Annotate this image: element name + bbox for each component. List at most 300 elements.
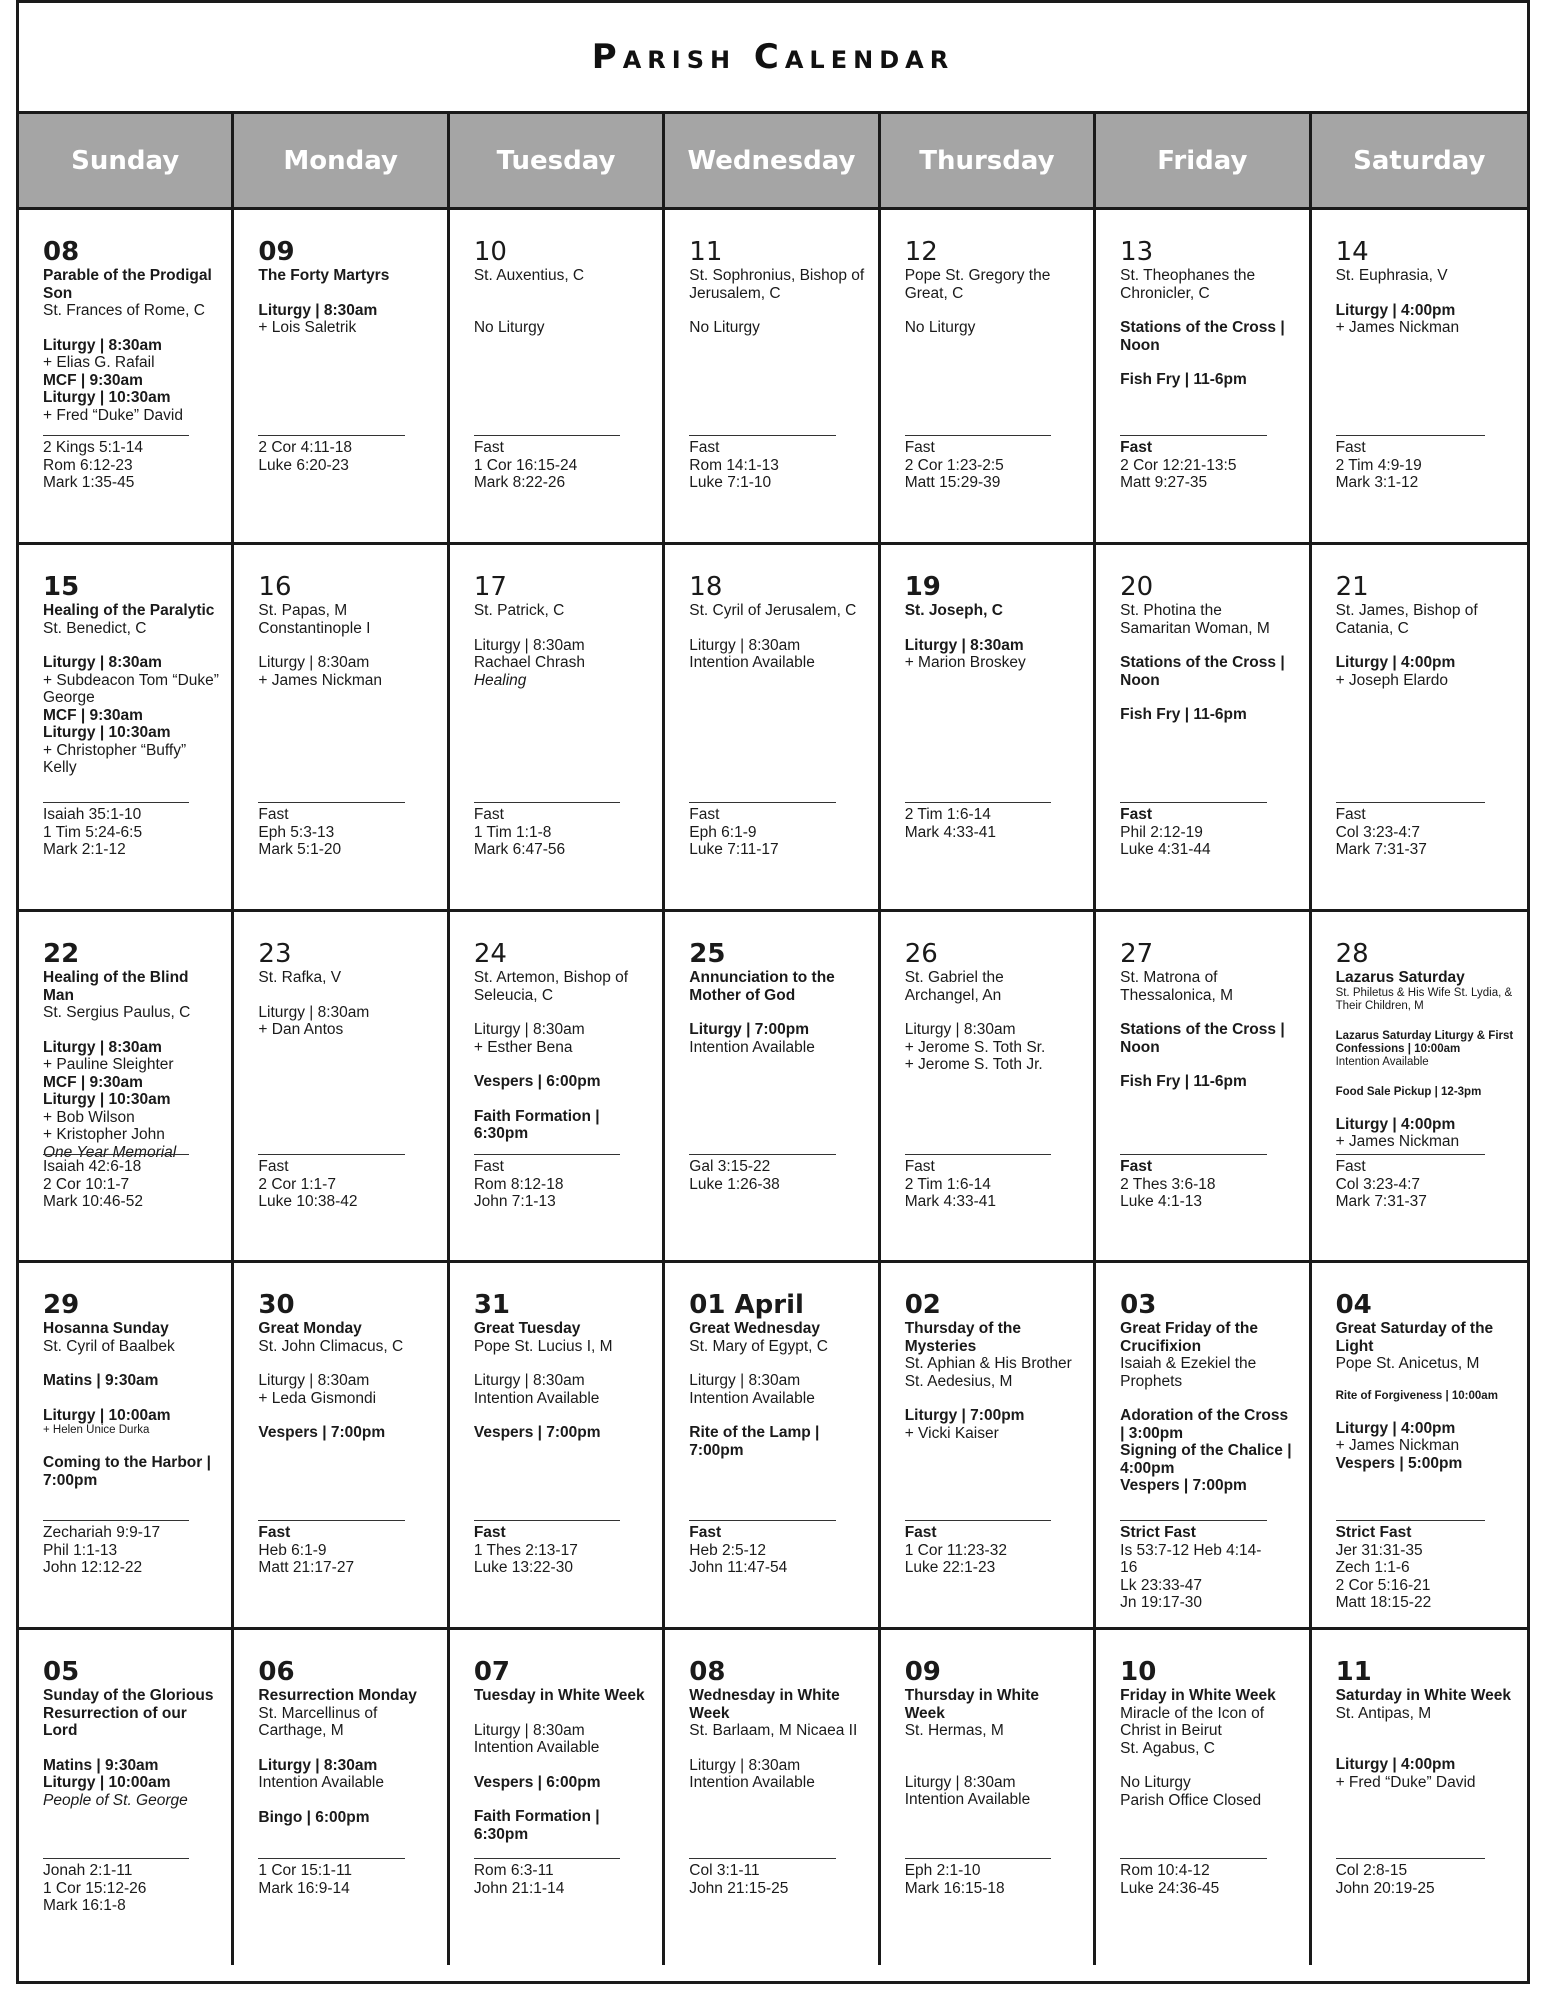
readings-block bbox=[905, 1154, 1051, 1211]
day-number: 10 bbox=[473, 237, 507, 267]
day-number: 07 bbox=[473, 1657, 511, 1687]
reading-line: 2 Cor 1:23-2:5 bbox=[904, 456, 1004, 474]
event-line: Liturgy | 4:00pm bbox=[1335, 654, 1456, 671]
event-line: Signing of the Chalice | 4:00pm bbox=[1120, 1442, 1292, 1477]
reading-line: Mark 8:22-26 bbox=[473, 474, 566, 491]
reading-line: Isaiah 42:6-18 bbox=[43, 1158, 142, 1175]
event-line: Intention Available bbox=[473, 1389, 600, 1407]
event-line: + James Nickman bbox=[1335, 1437, 1460, 1454]
event-line: Liturgy | 8:30am bbox=[258, 301, 378, 319]
readings-block bbox=[689, 802, 835, 859]
reading-line: Strict Fast bbox=[1120, 1524, 1196, 1541]
event-line: Great Wednesday bbox=[689, 1320, 820, 1337]
event-line: St. James, Bishop of Catania, C bbox=[1335, 602, 1478, 637]
readings-block bbox=[43, 1858, 189, 1915]
event-line: Liturgy | 8:30am bbox=[689, 636, 801, 654]
day-cell bbox=[234, 1263, 449, 1630]
day-number: 09 bbox=[904, 1657, 941, 1687]
event-line: St. Gabriel the Archangel, An bbox=[904, 969, 1004, 1004]
event-line: St. Agabus, C bbox=[1120, 1739, 1215, 1757]
event-line: Matins | 9:30am bbox=[43, 1372, 159, 1389]
event-line: Coming to the Harbor | 7:00pm bbox=[43, 1454, 211, 1489]
event-line: Intention Available bbox=[689, 1389, 815, 1407]
reading-line: Fast bbox=[1120, 806, 1153, 823]
event-line: Great Monday bbox=[258, 1320, 362, 1337]
divider bbox=[689, 435, 835, 436]
spacer bbox=[1120, 1757, 1296, 1774]
spacer bbox=[474, 302, 650, 319]
event-line: No Liturgy bbox=[1120, 1774, 1191, 1791]
day-number: 27 bbox=[1120, 939, 1154, 969]
divider bbox=[258, 435, 404, 436]
event-line: Liturgy | 8:30am bbox=[473, 1021, 585, 1038]
event-line: Adoration of the Cross | 3:00pm bbox=[1120, 1407, 1289, 1442]
reading-line: Mark 16:9-14 bbox=[258, 1879, 350, 1897]
divider bbox=[43, 802, 189, 803]
reading-line: 2 Tim 1:6-14 bbox=[904, 806, 991, 823]
reading-line: Rom 14:1-13 bbox=[689, 456, 779, 474]
reading-line: Col 3:23-4:7 bbox=[1335, 1175, 1421, 1193]
divider bbox=[1120, 1858, 1266, 1859]
reading-line: Gal 3:15-22 bbox=[689, 1158, 771, 1175]
reading-line: 2 Kings 5:1-14 bbox=[43, 439, 143, 456]
reading-line: Fast bbox=[689, 1524, 722, 1541]
spacer bbox=[689, 302, 865, 319]
readings-block bbox=[1336, 1154, 1485, 1211]
event-line: Liturgy | 8:30am bbox=[258, 1372, 370, 1389]
readings-block bbox=[1120, 1520, 1266, 1612]
day-number: 15 bbox=[43, 572, 80, 602]
readings-block bbox=[905, 1520, 1051, 1577]
readings-block bbox=[689, 435, 835, 492]
event-line: + Elias G. Rafail bbox=[43, 354, 155, 371]
event-line: MCF | 9:30am bbox=[43, 371, 143, 389]
event-line: Liturgy | 7:00pm bbox=[689, 1021, 810, 1038]
event-line: Liturgy | 8:30am bbox=[473, 636, 585, 654]
weekday-header-thursday: Thursday bbox=[881, 114, 1096, 210]
day-cell bbox=[665, 1630, 880, 1965]
day-number: 05 bbox=[43, 1657, 80, 1687]
reading-line: Eph 5:3-13 bbox=[258, 823, 335, 841]
day-cell bbox=[234, 912, 449, 1263]
event-line: + Jerome S. Toth Jr. bbox=[904, 1056, 1043, 1073]
spacer bbox=[258, 1407, 434, 1424]
day-cell bbox=[1312, 912, 1527, 1263]
divider bbox=[1120, 1154, 1266, 1155]
day-number: 31 bbox=[473, 1290, 511, 1320]
spacer bbox=[474, 1004, 650, 1021]
day-cell bbox=[1096, 912, 1311, 1263]
spacer bbox=[474, 1757, 650, 1774]
spacer bbox=[258, 987, 434, 1004]
event-line: Liturgy | 10:00am bbox=[43, 1774, 171, 1791]
reading-line: Rom 8:12-18 bbox=[473, 1175, 564, 1193]
reading-line: Col 3:23-4:7 bbox=[1335, 823, 1421, 841]
event-line: Annunciation to the Mother of God bbox=[689, 969, 835, 1004]
spacer bbox=[258, 1355, 434, 1372]
spacer bbox=[1336, 637, 1515, 654]
event-line: + Fred “Duke” David bbox=[1335, 1773, 1476, 1791]
event-line: Liturgy | 4:00pm bbox=[1335, 1419, 1456, 1437]
event-line: Vespers | 6:00pm bbox=[473, 1773, 601, 1791]
reading-line: Fast bbox=[1335, 1158, 1366, 1175]
day-number: 24 bbox=[473, 939, 507, 969]
event-line: Intention Available bbox=[473, 1739, 600, 1756]
day-number: 11 bbox=[1335, 1657, 1372, 1687]
event-line: Liturgy | 8:30am bbox=[473, 1372, 585, 1389]
reading-line: Is 53:7-12 Heb 4:14-16 bbox=[1120, 1541, 1262, 1576]
day-cell bbox=[1096, 210, 1311, 545]
event-line: St. Photina the Samaritan Woman, M bbox=[1120, 602, 1270, 637]
divider bbox=[905, 802, 1051, 803]
divider bbox=[1336, 1520, 1485, 1521]
day-cell bbox=[19, 210, 234, 545]
spacer bbox=[474, 620, 650, 637]
event-line: Parish Office Closed bbox=[1120, 1791, 1262, 1809]
readings-block bbox=[258, 1154, 404, 1211]
divider bbox=[689, 1154, 835, 1155]
event-line: Healing bbox=[473, 671, 527, 689]
spacer bbox=[1336, 1373, 1515, 1390]
event-line: Vespers | 6:00pm bbox=[473, 1073, 601, 1090]
event-line: Liturgy | 4:00pm bbox=[1335, 1756, 1456, 1773]
event-line: One Year Memorial bbox=[43, 1143, 177, 1161]
day-cell bbox=[19, 1263, 234, 1630]
divider bbox=[1336, 435, 1485, 436]
reading-line: John 12:12-22 bbox=[43, 1559, 143, 1576]
event-line: Liturgy | 10:30am bbox=[43, 724, 171, 741]
event-line: Saturday in White Week bbox=[1335, 1687, 1511, 1704]
event-line: MCF | 9:30am bbox=[43, 1073, 143, 1091]
spacer bbox=[43, 1390, 219, 1407]
event-line: No Liturgy bbox=[689, 319, 760, 336]
event-line: Great Tuesday bbox=[473, 1320, 581, 1337]
event-line: + Christopher “Buffy” Kelly bbox=[43, 741, 187, 776]
spacer bbox=[1336, 1403, 1515, 1420]
event-line: St. Aphian & His Brother St. Aedesius, M bbox=[904, 1355, 1072, 1390]
day-number: 09 bbox=[258, 237, 295, 267]
spacer bbox=[1120, 637, 1296, 654]
reading-line: Fast bbox=[473, 1524, 506, 1541]
spacer bbox=[689, 1740, 865, 1757]
reading-line: Heb 2:5-12 bbox=[689, 1541, 766, 1559]
divider bbox=[474, 435, 620, 436]
reading-line: Mark 4:33-41 bbox=[904, 823, 997, 841]
day-number: 12 bbox=[904, 237, 938, 267]
day-number: 19 bbox=[904, 572, 941, 602]
reading-line: Luke 7:11-17 bbox=[689, 841, 779, 858]
reading-line: Lk 23:33-47 bbox=[1120, 1576, 1203, 1594]
event-line: MCF | 9:30am bbox=[43, 706, 143, 724]
spacer bbox=[43, 1022, 219, 1039]
spacer bbox=[1120, 1004, 1296, 1021]
event-line: Faith Formation | 6:30pm bbox=[473, 1808, 600, 1843]
divider bbox=[905, 1858, 1051, 1859]
readings-block bbox=[258, 435, 404, 474]
spacer bbox=[1336, 1722, 1515, 1739]
event-line: Intention Available bbox=[1335, 1055, 1429, 1068]
day-number: 25 bbox=[689, 939, 726, 969]
event-line: Intention Available bbox=[258, 1774, 384, 1791]
reading-line: Jonah 2:1-11 bbox=[43, 1862, 133, 1879]
day-number: 26 bbox=[904, 939, 938, 969]
event-line: + Bob Wilson bbox=[43, 1108, 135, 1126]
event-line: St. Cyril of Baalbek bbox=[43, 1337, 175, 1355]
day-number: 11 bbox=[689, 237, 723, 267]
reading-line: Luke 24:36-45 bbox=[1120, 1879, 1220, 1897]
spacer bbox=[474, 1091, 650, 1108]
weekday-header-monday: Monday bbox=[234, 114, 449, 210]
spacer bbox=[689, 1355, 865, 1372]
reading-line: Mark 3:1-12 bbox=[1335, 474, 1419, 491]
day-cell bbox=[1312, 1630, 1527, 1965]
event-line: Great Friday of the Crucifixion bbox=[1120, 1320, 1258, 1355]
event-line: St. Mary of Egypt, C bbox=[689, 1337, 828, 1355]
reading-line: Eph 6:1-9 bbox=[689, 823, 757, 841]
divider bbox=[689, 1858, 835, 1859]
reading-line: Matt 15:29-39 bbox=[904, 474, 1001, 491]
spacer bbox=[43, 1740, 219, 1757]
reading-line: Mark 7:31-37 bbox=[1335, 1193, 1427, 1210]
reading-line: Isaiah 35:1-10 bbox=[43, 806, 142, 823]
reading-line: 2 Cor 1:1-7 bbox=[258, 1175, 336, 1193]
reading-line: Rom 10:4-12 bbox=[1120, 1862, 1210, 1879]
event-line: Liturgy | 4:00pm bbox=[1335, 301, 1456, 319]
reading-line: 2 Cor 4:11-18 bbox=[258, 439, 353, 456]
reading-line: Luke 4:31-44 bbox=[1120, 841, 1211, 858]
day-number: 13 bbox=[1120, 237, 1154, 267]
spacer bbox=[1120, 1056, 1296, 1073]
reading-line: Fast bbox=[473, 806, 504, 823]
spacer bbox=[689, 1407, 865, 1424]
spacer bbox=[1120, 302, 1296, 319]
event-line: St. Rafka, V bbox=[258, 969, 342, 986]
reading-line: John 21:15-25 bbox=[689, 1879, 789, 1897]
day-number: 17 bbox=[473, 572, 507, 602]
divider bbox=[474, 802, 620, 803]
spacer bbox=[905, 620, 1081, 637]
readings-block bbox=[258, 1520, 404, 1577]
event-line: Intention Available bbox=[689, 654, 815, 671]
reading-line: Fast bbox=[258, 1158, 289, 1175]
spacer bbox=[1336, 1739, 1515, 1756]
divider bbox=[689, 1520, 835, 1521]
reading-line: Matt 21:17-27 bbox=[258, 1559, 355, 1576]
reading-line: Fast bbox=[1120, 1158, 1153, 1175]
day-cell bbox=[1312, 210, 1527, 545]
day-cell bbox=[450, 210, 665, 545]
reading-line: Zech 1:1-6 bbox=[1335, 1559, 1410, 1576]
event-line: + Helen Unice Durka bbox=[43, 1424, 150, 1436]
event-line: Vespers | 7:00pm bbox=[1120, 1477, 1247, 1494]
day-cell bbox=[665, 912, 880, 1263]
reading-line: Luke 6:20-23 bbox=[258, 456, 349, 474]
page-title: Parish Calendar bbox=[19, 3, 1527, 114]
readings-block bbox=[43, 802, 189, 859]
event-line: Vespers | 5:00pm bbox=[1335, 1454, 1463, 1472]
event-line: Bingo | 6:00pm bbox=[258, 1808, 370, 1826]
spacer bbox=[689, 1004, 865, 1021]
event-line: Fish Fry | 11-6pm bbox=[1120, 371, 1247, 388]
spacer bbox=[1120, 354, 1296, 371]
event-line: Liturgy | 10:30am bbox=[43, 1091, 171, 1108]
reading-line: Fast bbox=[473, 1158, 504, 1175]
reading-line: Fast bbox=[1335, 439, 1366, 456]
spacer bbox=[905, 302, 1081, 319]
spacer bbox=[43, 637, 219, 654]
weekday-header-saturday: Saturday bbox=[1312, 114, 1527, 210]
event-line: + Pauline Sleighter bbox=[43, 1056, 174, 1073]
day-number: 03 bbox=[1120, 1290, 1157, 1320]
day-number: 04 bbox=[1335, 1290, 1372, 1320]
event-line: Stations of the Cross | Noon bbox=[1120, 654, 1285, 689]
reading-line: Fast bbox=[904, 1524, 937, 1541]
spacer bbox=[689, 620, 865, 637]
readings-block bbox=[905, 802, 1051, 841]
event-line: Intention Available bbox=[689, 1774, 815, 1791]
reading-line: Fast bbox=[1120, 439, 1153, 456]
reading-line: Fast bbox=[689, 439, 720, 456]
divider bbox=[905, 1520, 1051, 1521]
day-number: 28 bbox=[1335, 939, 1369, 969]
event-line: Stations of the Cross | Noon bbox=[1120, 319, 1285, 354]
reading-line: Heb 6:1-9 bbox=[258, 1541, 327, 1559]
day-number: 21 bbox=[1335, 572, 1369, 602]
spacer bbox=[1336, 1069, 1515, 1086]
event-line: St. Euphrasia, V bbox=[1335, 267, 1448, 284]
reading-line: Eph 2:1-10 bbox=[904, 1862, 981, 1879]
divider bbox=[43, 435, 189, 436]
divider bbox=[258, 1520, 404, 1521]
spacer bbox=[1336, 1099, 1515, 1116]
reading-line: Col 2:8-15 bbox=[1335, 1862, 1408, 1879]
event-line: Fish Fry | 11-6pm bbox=[1120, 1073, 1247, 1090]
divider bbox=[43, 1858, 189, 1859]
day-number: 16 bbox=[258, 572, 292, 602]
event-line: Intention Available bbox=[689, 1038, 815, 1056]
reading-line: Rom 6:3-11 bbox=[473, 1862, 554, 1879]
event-line: + Kristopher John bbox=[43, 1126, 165, 1143]
divider bbox=[258, 1858, 404, 1859]
event-line: Vespers | 7:00pm bbox=[258, 1424, 386, 1441]
readings-block bbox=[905, 1858, 1051, 1897]
divider bbox=[1336, 802, 1485, 803]
readings-block bbox=[905, 435, 1051, 492]
spacer bbox=[905, 1757, 1081, 1774]
reading-line: Phil 1:1-13 bbox=[43, 1541, 118, 1559]
reading-line: Fast bbox=[258, 1524, 291, 1541]
reading-line: 2 Cor 5:16-21 bbox=[1335, 1576, 1431, 1594]
event-line: Liturgy | 4:00pm bbox=[1335, 1115, 1456, 1133]
event-line: Parable of the Prodigal Son bbox=[43, 267, 212, 302]
reading-line: Luke 13:22-30 bbox=[473, 1559, 573, 1576]
reading-line: 1 Cor 15:1-11 bbox=[258, 1862, 353, 1879]
event-line: St. Patrick, C bbox=[473, 602, 565, 619]
reading-line: Mark 16:15-18 bbox=[904, 1879, 1005, 1897]
divider bbox=[1120, 435, 1266, 436]
reading-line: Rom 6:12-23 bbox=[43, 456, 133, 474]
event-line: Intention Available bbox=[904, 1791, 1031, 1808]
event-line: St. Sophronius, Bishop of Jerusalem, C bbox=[689, 267, 865, 302]
event-line: St. Philetus & His Wife St. Lydia, & Their Children, M bbox=[1335, 986, 1513, 1012]
readings-block bbox=[474, 1154, 620, 1211]
day-cell bbox=[234, 210, 449, 545]
event-line: + Vicki Kaiser bbox=[904, 1424, 999, 1442]
day-cell bbox=[450, 545, 665, 912]
day-number: 02 bbox=[904, 1290, 941, 1320]
weekday-header-wednesday: Wednesday bbox=[665, 114, 880, 210]
reading-line: Luke 1:26-38 bbox=[689, 1175, 780, 1193]
event-line: Healing of the Blind Man bbox=[43, 969, 189, 1004]
reading-line: Mark 5:1-20 bbox=[258, 841, 342, 858]
reading-line: Col 3:1-11 bbox=[689, 1862, 760, 1879]
event-line: Thursday of the Mysteries bbox=[904, 1320, 1021, 1355]
reading-line: Luke 10:38-42 bbox=[258, 1193, 358, 1210]
readings-block bbox=[1120, 435, 1266, 492]
event-line: St. Hermas, M bbox=[904, 1722, 1004, 1739]
reading-line: 2 Tim 4:9-19 bbox=[1335, 456, 1422, 474]
readings-block bbox=[1336, 435, 1485, 492]
weekday-header-row bbox=[19, 114, 1527, 210]
spacer bbox=[474, 285, 650, 302]
day-number: 23 bbox=[258, 939, 292, 969]
readings-block bbox=[1120, 1858, 1266, 1897]
readings-block bbox=[258, 802, 404, 859]
divider bbox=[1336, 1154, 1485, 1155]
event-line: + James Nickman bbox=[258, 671, 383, 689]
spacer bbox=[258, 1740, 434, 1757]
event-line: + Esther Bena bbox=[473, 1038, 573, 1056]
divider bbox=[905, 435, 1051, 436]
day-number: 10 bbox=[1120, 1657, 1157, 1687]
divider bbox=[1120, 1520, 1266, 1521]
readings-block bbox=[1336, 802, 1485, 859]
reading-line: Strict Fast bbox=[1335, 1524, 1412, 1541]
weekday-header-friday: Friday bbox=[1096, 114, 1311, 210]
reading-line: Mark 16:1-8 bbox=[43, 1897, 126, 1914]
reading-line: 1 Cor 11:23-32 bbox=[904, 1541, 1007, 1559]
spacer bbox=[905, 1740, 1081, 1757]
event-line: Liturgy | 8:30am bbox=[689, 1756, 801, 1774]
spacer bbox=[905, 1004, 1081, 1021]
event-line: Liturgy | 8:30am bbox=[904, 636, 1024, 654]
event-line: Liturgy | 8:30am bbox=[43, 654, 162, 671]
day-number: 30 bbox=[258, 1290, 295, 1320]
event-line: St. Antipas, M bbox=[1335, 1704, 1432, 1722]
event-line: + Marion Broskey bbox=[904, 654, 1026, 671]
day-cell bbox=[234, 545, 449, 912]
spacer bbox=[1336, 1013, 1515, 1030]
day-cell bbox=[881, 1263, 1096, 1630]
day-cell bbox=[1312, 1263, 1527, 1630]
spacer bbox=[1120, 689, 1296, 706]
event-line: St. Sergius Paulus, C bbox=[43, 1004, 191, 1021]
day-cell bbox=[665, 210, 880, 545]
readings-block bbox=[689, 1520, 835, 1577]
day-number: 01 April bbox=[689, 1290, 804, 1320]
readings-block bbox=[1120, 802, 1266, 859]
event-line: Liturgy | 10:30am bbox=[43, 389, 171, 406]
reading-line: John 20:19-25 bbox=[1335, 1879, 1435, 1897]
event-line: + Joseph Elardo bbox=[1335, 671, 1449, 689]
divider bbox=[689, 802, 835, 803]
day-number: 22 bbox=[43, 939, 80, 969]
day-cell bbox=[450, 1630, 665, 1965]
event-line: St. Barlaam, M Nicaea II bbox=[689, 1722, 858, 1739]
event-line: + Dan Antos bbox=[258, 1021, 344, 1038]
event-line: + Jerome S. Toth Sr. bbox=[904, 1038, 1046, 1056]
event-line: Liturgy | 8:30am bbox=[258, 1003, 370, 1021]
